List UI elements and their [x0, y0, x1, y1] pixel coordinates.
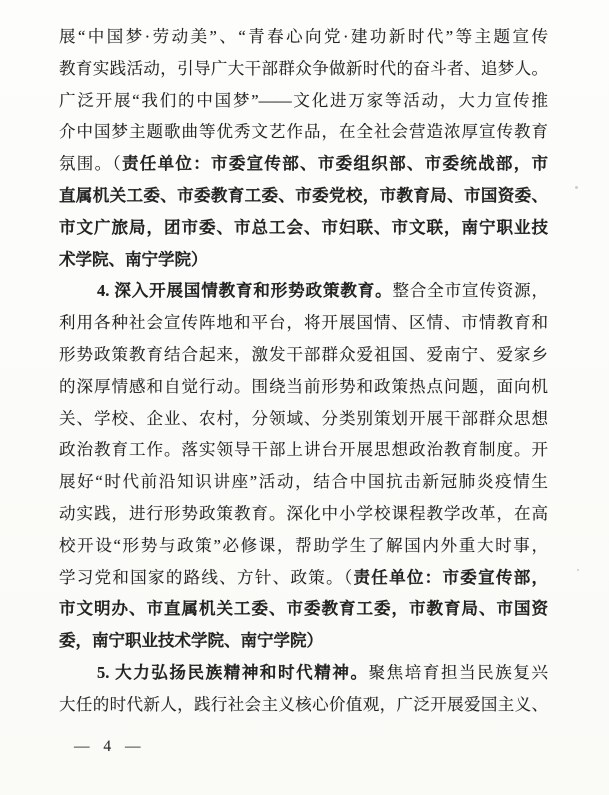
text-segment: 聚焦培育担当民族复兴: [368, 662, 549, 682]
text-segment: 委，南宁职业技术学院、南宁学院）: [59, 631, 323, 651]
text-segment: 市文明办、市直属机关工委、市委教育工委，市教育局、市国资: [59, 599, 548, 619]
document-body: [59, 21, 548, 721]
text-line: [59, 212, 548, 244]
text-line: [59, 371, 548, 403]
text-segment: 利用各种社会宣传阵地和平台，将开展国情、区情、市情教育和: [59, 313, 548, 333]
text-line: [59, 21, 548, 53]
text-segment: 氛围。（: [59, 154, 122, 174]
text-segment: 整合全市宣传资源，: [392, 281, 549, 301]
text-segment: 展“中国梦·劳动美”、“青春心向党·建功新时代”等主题宣传: [59, 27, 548, 46]
text-line: [59, 275, 548, 307]
text-segment: 的深厚情感和自觉行动。围绕当前形势和政策热点问题，面向机: [59, 376, 548, 396]
text-line: [59, 530, 548, 562]
text-line: [59, 593, 548, 625]
text-segment: 校开设“形势与政策”必修课，帮助学生了解国内外重大时事，: [59, 535, 548, 555]
text-segment: 关、学校、企业、农村，分领域、分类别策划开展干部群众思想: [59, 408, 548, 428]
text-segment: 广泛开展“我们的中国梦”——文化进万家等活动，大力宣传推: [59, 90, 548, 110]
text-segment: 动实践，进行形势政策教育。深化中小学校课程教学改革，在高: [59, 503, 548, 523]
text-line: [59, 85, 548, 117]
page-number: — 4 —: [74, 738, 146, 755]
text-line: [59, 53, 548, 85]
text-segment: 大任的时代新人，践行社会主义核心价值观，广泛开展爱国主义、: [59, 694, 548, 714]
scan-speck: [577, 569, 579, 571]
text-line: [59, 403, 548, 435]
text-segment: 责任单位：市委宣传部、市委组织部、市委统战部，市: [121, 154, 549, 174]
text-line: [59, 689, 548, 721]
text-segment: 展好“时代前沿知识讲座”活动，结合中国抗击新冠肺炎疫情生: [59, 472, 548, 492]
text-line: [59, 498, 548, 530]
text-line: [59, 657, 548, 689]
text-segment: 术学院、南宁学院）: [59, 249, 208, 269]
text-segment: 5. 大力弘扬民族精神和时代精神。: [97, 662, 369, 682]
text-segment: 学习党和国家的路线、方针、政策。（: [59, 567, 354, 587]
text-line: [59, 148, 548, 180]
text-line: [59, 339, 548, 371]
text-segment: 市文广旅局，团市委、市总工会、市妇联、市文联，南宁职业技: [59, 217, 548, 237]
text-line: [59, 625, 548, 657]
scan-speck: [575, 186, 578, 189]
text-segment: 介中国梦主题歌曲等优秀文艺作品，在全社会营造浓厚宣传教育: [59, 122, 548, 142]
text-line: [59, 434, 548, 466]
text-line: [59, 116, 548, 148]
text-segment: 4. 深入开展国情教育和形势政策教育。: [97, 281, 393, 301]
text-segment: 责任单位：市委宣传部，: [353, 567, 549, 587]
text-line: [59, 307, 548, 339]
text-segment: 教育实践活动，引导广大干部群众争做新时代的奋斗者、追梦人。: [59, 58, 548, 78]
text-segment: 政治教育工作。落实领导干部上讲台开展思想政治教育制度。开: [59, 440, 548, 460]
text-line: [59, 244, 548, 276]
text-segment: 形势政策教育结合起来，激发干部群众爱祖国、爱南宁、爱家乡: [59, 344, 548, 364]
text-segment: 直属机关工委、市委教育工委、市委党校，市教育局、市国资委、: [59, 185, 548, 205]
text-line: [59, 180, 548, 212]
text-line: [59, 562, 548, 594]
text-line: [59, 466, 548, 498]
